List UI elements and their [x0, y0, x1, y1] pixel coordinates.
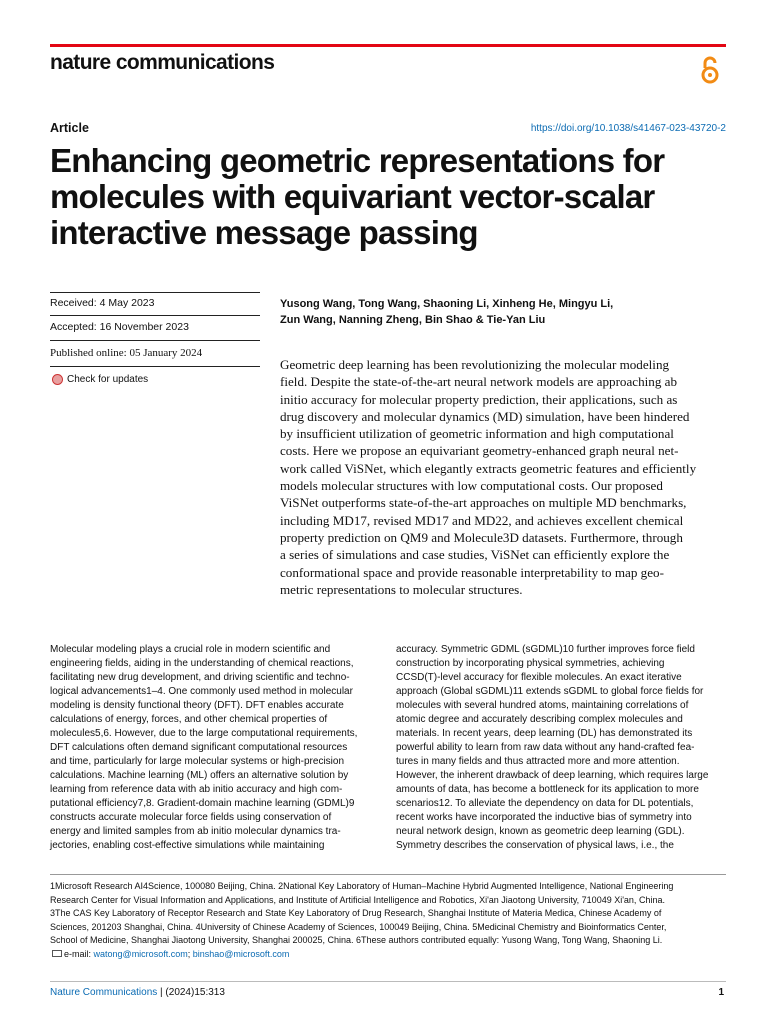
- text-line: engineering fields, aiding in the understanding of chemical reactions,: [50, 658, 354, 669]
- text-line: jectories, enabling cost-effective simulations while maintaining: [50, 840, 325, 851]
- text-line: scenarios12. To alleviate the dependency on data for DL potentials,: [396, 798, 694, 809]
- text-line: construction by incorporating physical symmetries, achieving: [396, 658, 665, 669]
- text-line: facilitating new drug development, and driving scientific and techno-: [50, 672, 350, 683]
- text-line: However, the inherent drawback of deep learning, which requires large: [396, 770, 709, 781]
- email-link[interactable]: watong@microsoft.com: [93, 948, 188, 959]
- author-line: Yusong Wang, Tong Wang, Shaoning Li, Xinheng He, Mingyu Li,: [280, 298, 614, 310]
- text-line: Sciences, 201203 Shanghai, China. 4University of Chinese Academy of Sciences, 100049 Beijing, China. 5Medicinal Chemistry and Bioinformatics Center,: [50, 921, 667, 932]
- body-column-left: [50, 643, 380, 853]
- check-for-updates-button[interactable]: [52, 374, 148, 385]
- text-line: Molecular modeling plays a crucial role in modern scientific and: [50, 644, 331, 655]
- text-line: field. Despite the state-of-the-art neural network models are approaching ab: [280, 374, 678, 390]
- text-line: modeling is density functional theory (DFT). DFT enables accurate: [50, 700, 344, 711]
- text-line: constructs accurate molecular force fields using conservation of: [50, 812, 332, 823]
- text-line: Research Center for Visual Information and Applications, and Institute of Artificial Intelligence and Robotics, Xi'an Jiaotong University, 710049 Xi'an, China.: [50, 894, 665, 905]
- text-line: Symmetry describes the conservation of physical laws, i.e., the: [396, 840, 674, 851]
- text-line: learning from reference data with ab initio accuracy and high com-: [50, 784, 343, 795]
- text-line: 3The CAS Key Laboratory of Receptor Research and State Key Laboratory of Drug Research, Shanghai Institute of Materia Medica, Chinese Academy of: [50, 908, 662, 918]
- text-line: Geometric deep learning has been revolutionizing the molecular modeling: [280, 357, 670, 372]
- text-line: metric representations to molecular structures.: [280, 581, 523, 597]
- check-updates-icon: [52, 374, 63, 385]
- meta-divider: [50, 292, 260, 293]
- text-line: putational efficiency7,8. Gradient-domain machine learning (GDML)9: [50, 798, 355, 809]
- article-type-label: Article: [50, 121, 89, 135]
- text-line: approach (Global sGDML)11 extends sGDML to global force fields for: [396, 686, 704, 697]
- text-line: recent works have incorporated the inductive bias of symmetry into: [396, 812, 692, 823]
- abstract: [280, 356, 728, 598]
- text-line: initio accuracy for molecular property prediction, their applications, such as: [280, 391, 678, 407]
- text-line: and time, particularly for large molecular systems or high-precision: [50, 756, 345, 767]
- doi-link[interactable]: https://doi.org/10.1038/s41467-023-43720-2: [530, 123, 726, 134]
- text-line: materials. In recent years, deep learning (DL) has demonstrated its: [396, 728, 693, 739]
- received-date: Received: 4 May 2023: [50, 297, 155, 309]
- text-line: School of Medicine, Shanghai Jiaotong University, Shanghai 200025, China. 6These authors contributed equally: Yusong Wang, Tong Wang, Shaoning Li.: [50, 935, 663, 945]
- text-line: by insufficient utilization of geometric information and high computational: [280, 426, 674, 442]
- mail-icon: [52, 950, 62, 957]
- footer-journal[interactable]: Nature Communications: [50, 987, 158, 998]
- author-list: [280, 296, 730, 328]
- published-date: Published online: 05 January 2024: [50, 347, 203, 359]
- text-line: including MD17, revised MD17 and MD22, and achieves excellent chemical: [280, 512, 684, 528]
- accepted-date: Accepted: 16 November 2023: [50, 321, 189, 333]
- check-updates-label: Check for updates: [67, 374, 149, 385]
- text-line: atomic degree and accurately describing complex molecules and: [396, 714, 683, 725]
- text-line: a series of simulations and case studies, ViSNet can efficiently explore the: [280, 547, 670, 563]
- text-line: logical advancements1–4. One commonly used method in molecular: [50, 686, 353, 697]
- text-line: property prediction on QM9 and Molecule3D datasets. Furthermore, through: [280, 529, 683, 545]
- text-line: CCSD(T)-level accuracy for flexible molecules. An exact iterative: [396, 672, 682, 683]
- open-access-icon[interactable]: [699, 55, 721, 85]
- meta-divider: [50, 366, 260, 367]
- author-line: Zun Wang, Nanning Zheng, Bin Shao & Tie-Yan Liu: [280, 314, 546, 326]
- affiliation-footnotes: [50, 880, 730, 961]
- text-line: accuracy. Symmetric GDML (sGDML)10 further improves force field: [396, 644, 695, 655]
- footer-citation: Nature Communications | (2024)15:313: [50, 987, 225, 998]
- text-line: molecules5,6. However, due to the large computational requirements,: [50, 728, 358, 739]
- text-line: drug discovery and molecular dynamics (MD) simulation, have been hindered: [280, 408, 690, 424]
- article-title: Enhancing geometric representations for molecules with equivariant vector-scalar interactive message passing: [50, 142, 665, 251]
- text-line: costs. Here we propose an equivariant geometry-enhanced graph neural net-: [280, 443, 679, 459]
- text-line: neural network design, known as geometric deep learning (GDL).: [396, 826, 685, 837]
- text-line: ViSNet outperforms state-of-the-art approaches on multiple MD benchmarks,: [280, 495, 687, 511]
- text-line: conformational space and provide reasonable interpretability to map geo-: [280, 564, 664, 580]
- footer-rule: [50, 981, 726, 982]
- text-line: amounts of data, has become a bottleneck for its application to more: [396, 784, 699, 795]
- footnote-rule: [50, 874, 726, 875]
- text-line: tures in many fields and thus attracted more and more attention.: [396, 756, 680, 767]
- text-line: powerful ability to learn from raw data without any hand-crafted fea-: [396, 742, 695, 753]
- page-number: 1: [718, 987, 724, 998]
- footer-volume: (2024)15:313: [165, 987, 225, 998]
- email-link[interactable]: binshao@microsoft.com: [192, 948, 290, 959]
- text-line: calculations of energy, forces, and other chemical properties of: [50, 714, 328, 725]
- text-line: 1Microsoft Research AI4Science, 100080 Beijing, China. 2National Key Laboratory of Human–Machine Hybrid Augmented Intelligence, National Engineering: [50, 881, 674, 891]
- text-line: models molecular structures with low computational costs. Our proposed: [280, 478, 663, 494]
- text-line: molecules with several hundred atoms, maintaining correlations of: [396, 700, 689, 711]
- email-label: e-mail:: [64, 948, 92, 959]
- meta-divider: [50, 340, 260, 341]
- text-line: DFT calculations often demand significant computational resources: [50, 742, 348, 753]
- correspondence-line: e-mail: watong@microsoft.com; binshao@microsoft.com: [50, 948, 730, 962]
- header-rule: [50, 44, 726, 47]
- body-column-right: [396, 643, 726, 853]
- meta-divider: [50, 315, 260, 316]
- text-line: energy and limited samples from ab initio molecular dynamics tra-: [50, 826, 341, 837]
- journal-name: nature communications: [50, 51, 275, 74]
- text-line: calculations. Machine learning (ML) offers an alternative solution by: [50, 770, 349, 781]
- text-line: work called ViSNet, which elegantly extracts geometric features and efficiently: [280, 460, 697, 476]
